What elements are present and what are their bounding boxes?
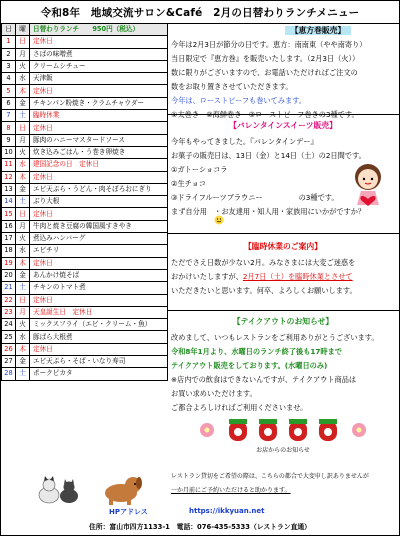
calendar-row bbox=[2, 269, 168, 281]
hp-label: HPアドレス bbox=[109, 508, 148, 516]
weekday-cell: 金 bbox=[16, 269, 30, 281]
calendar-row bbox=[2, 134, 168, 146]
calendar-row bbox=[2, 183, 168, 195]
weekday-cell: 金 bbox=[16, 183, 30, 195]
calendar-row bbox=[2, 196, 168, 208]
closure-line: ただでさえ日数が少ない2月。みなさまには大変ご迷惑を bbox=[171, 258, 356, 267]
menu-cell: 炊き込みごはん・う巻き卵焼き bbox=[30, 146, 168, 158]
day-cell: 3 bbox=[2, 60, 16, 72]
notices-column bbox=[167, 23, 399, 471]
lunch-calendar bbox=[1, 23, 168, 381]
takeout-caption: お店からのお知らせ bbox=[256, 447, 310, 454]
closure-line-pre: おかけいたしますが、 bbox=[171, 272, 243, 281]
menu-cell: ぶり大根 bbox=[30, 196, 168, 208]
weekday-cell: 土 bbox=[16, 196, 30, 208]
menu-cell: 臨時休業 bbox=[30, 110, 168, 122]
closure-line: いただきたいと思います。何卒、よろしくお願いします。 bbox=[171, 286, 357, 295]
closure-section bbox=[167, 234, 399, 311]
calendar-header bbox=[2, 24, 168, 36]
ehomaki-title-text: 【恵方巻販売】 bbox=[285, 26, 352, 35]
calendar-body bbox=[2, 36, 168, 380]
weekday-cell: 水 bbox=[16, 331, 30, 343]
header-day: 日 bbox=[2, 24, 16, 36]
header-weekday: 曜 bbox=[16, 24, 30, 36]
menu-cell: 豚肉のハニーマスタードソース bbox=[30, 134, 168, 146]
valentine-line: 今年もやってきました。『バレンタインデー』 bbox=[171, 137, 318, 146]
weekday-cell: 火 bbox=[16, 60, 30, 72]
day-cell: 25 bbox=[2, 331, 16, 343]
day-cell: 18 bbox=[2, 245, 16, 257]
day-cell: 28 bbox=[2, 368, 16, 380]
weekday-cell: 水 bbox=[16, 73, 30, 85]
notice-line: 一か月前にご予約いただけると助かります。 bbox=[171, 487, 291, 494]
calendar-row bbox=[2, 306, 168, 318]
valentine-line: お菓子の販売日は、13日（金）と14日（土）の2日間です。 bbox=[171, 151, 366, 160]
calendar-row bbox=[2, 245, 168, 257]
weekday-cell: 月 bbox=[16, 220, 30, 232]
weekday-cell: 木 bbox=[16, 171, 30, 183]
menu-cell: 定休日 bbox=[30, 208, 168, 220]
day-cell: 23 bbox=[2, 306, 16, 318]
day-cell: 1 bbox=[2, 36, 16, 48]
calendar-row bbox=[2, 208, 168, 220]
weekday-cell: 水 bbox=[16, 159, 30, 171]
ehomaki-title bbox=[167, 24, 399, 38]
weekday-cell: 日 bbox=[16, 294, 30, 306]
weekday-cell: 土 bbox=[16, 368, 30, 380]
valentine-title: 【バレンタインスイーツ販売】 bbox=[229, 121, 337, 130]
menu-cell: エビチリ bbox=[30, 245, 168, 257]
day-cell: 24 bbox=[2, 319, 16, 331]
valentine-line: ②生チョコ bbox=[171, 179, 206, 188]
day-cell: 8 bbox=[2, 122, 16, 134]
menu-cell: 煮込みハンバーグ bbox=[30, 233, 168, 245]
closure-highlight: 2月7日（土）を臨時休業とさせて bbox=[242, 272, 353, 281]
calendar-row bbox=[2, 146, 168, 158]
closure-line bbox=[167, 270, 399, 284]
weekday-cell: 土 bbox=[16, 110, 30, 122]
calendar-row bbox=[2, 36, 168, 48]
takeout-line: 令和8年1月より、水曜日のランチ終了後も17時まで bbox=[171, 347, 342, 356]
day-cell: 27 bbox=[2, 356, 16, 368]
girl-heart-icon bbox=[343, 159, 393, 209]
day-cell: 20 bbox=[2, 269, 16, 281]
weekday-cell: 木 bbox=[16, 257, 30, 269]
calendar-row bbox=[2, 110, 168, 122]
weekday-cell: 火 bbox=[16, 233, 30, 245]
closure-title: 【臨時休業のご案内】 bbox=[244, 242, 322, 251]
ehomaki-line: ①太巻き ②海鮮巻き ③ローストビーフ巻きの3種です。 bbox=[171, 110, 359, 119]
ehomaki-line: 数に限りがございますので、お電話いただければご注文の bbox=[171, 68, 358, 77]
footer-address: 住所：富山市四方1133-1 電話：076-435-5333（レストラン直通） bbox=[89, 523, 311, 531]
menu-cell: 天津飯 bbox=[30, 73, 168, 85]
weekday-cell: 日 bbox=[16, 208, 30, 220]
menu-cell: チキンのトマト煮 bbox=[30, 282, 168, 294]
menu-cell: 建国記念の日 定休日 bbox=[30, 159, 168, 171]
valentine-line: ①ガトーショコラ bbox=[171, 165, 228, 174]
page-title: 令和8年 地域交流サロン&Café 2月の日替わりランチメニュー bbox=[40, 6, 360, 19]
takeout-line: 改めまして、いつもレストランをご利用ありがとうございます。 bbox=[171, 333, 379, 342]
day-cell: 13 bbox=[2, 183, 16, 195]
weekday-cell: 木 bbox=[16, 85, 30, 97]
weekday-cell: 日 bbox=[16, 122, 30, 134]
hp-url-link[interactable]: https://ikkyuan.net bbox=[189, 507, 265, 515]
menu-cell: ミックスフライ（エビ・クリーム・魚） bbox=[30, 319, 168, 331]
calendar-row bbox=[2, 220, 168, 232]
calendar-row bbox=[2, 331, 168, 343]
menu-cell: 牛肉と焼き豆腐の韓国風すきやき bbox=[30, 220, 168, 232]
menu-cell: 天皇誕生日 定休日 bbox=[30, 306, 168, 318]
weekday-cell: 水 bbox=[16, 245, 30, 257]
weekday-cell: 土 bbox=[16, 282, 30, 294]
day-cell: 11 bbox=[2, 159, 16, 171]
ehomaki-line: 今年は、ローストビーフも巻いてみます。 bbox=[171, 96, 306, 105]
menu-cell: エビ天ぷら・うどん・肉そぼろおにぎり bbox=[30, 183, 168, 195]
weekday-cell: 金 bbox=[16, 356, 30, 368]
calendar-row bbox=[2, 356, 168, 368]
day-cell: 22 bbox=[2, 294, 16, 306]
day-cell: 7 bbox=[2, 110, 16, 122]
calendar-row bbox=[2, 73, 168, 85]
calendar-row bbox=[2, 368, 168, 380]
day-cell: 26 bbox=[2, 343, 16, 355]
ehomaki-line: 今年は2月3日が節分の日です。恵方：南南東（やや南寄り） bbox=[171, 40, 367, 49]
smile-icon bbox=[214, 215, 224, 225]
day-cell: 5 bbox=[2, 85, 16, 97]
calendar-row bbox=[2, 48, 168, 60]
day-cell: 17 bbox=[2, 233, 16, 245]
day-cell: 4 bbox=[2, 73, 16, 85]
weekday-cell: 火 bbox=[16, 146, 30, 158]
cats-dog-icon bbox=[29, 471, 149, 505]
menu-cell: 定休日 bbox=[30, 294, 168, 306]
menu-cell: さばの味噌煮 bbox=[30, 48, 168, 60]
valentine-line: ③ドライフルーツブラウニー の3種です。 bbox=[171, 193, 339, 202]
calendar-row bbox=[2, 122, 168, 134]
calendar-row bbox=[2, 282, 168, 294]
day-cell: 2 bbox=[2, 48, 16, 60]
calendar-row bbox=[2, 171, 168, 183]
day-cell: 15 bbox=[2, 208, 16, 220]
day-cell: 12 bbox=[2, 171, 16, 183]
takeout-line: ご都合よろしければご利用くださいませ。 bbox=[171, 403, 308, 412]
calendar-row bbox=[2, 257, 168, 269]
weekday-cell: 月 bbox=[16, 48, 30, 60]
valentine-section bbox=[167, 115, 399, 234]
menu-cell: 定休日 bbox=[30, 36, 168, 48]
day-cell: 16 bbox=[2, 220, 16, 232]
menu-cell: 定休日 bbox=[30, 122, 168, 134]
calendar-row bbox=[2, 319, 168, 331]
flower-daruma-icons bbox=[197, 417, 377, 443]
calendar-row bbox=[2, 85, 168, 97]
calendar-row bbox=[2, 97, 168, 109]
menu-cell: クリームシチュー bbox=[30, 60, 168, 72]
day-cell: 9 bbox=[2, 134, 16, 146]
menu-cell: エビ天ぷら・そば・いなり寿司 bbox=[30, 356, 168, 368]
takeout-line: テイクアウト販売をしております。(水曜日のみ) bbox=[171, 361, 328, 370]
day-cell: 21 bbox=[2, 282, 16, 294]
menu-cell: チキンパン粉焼き・クラムチャウダー bbox=[30, 97, 168, 109]
menu-cell: あんかけ焼そば bbox=[30, 269, 168, 281]
ehomaki-section bbox=[167, 24, 399, 119]
day-cell: 19 bbox=[2, 257, 16, 269]
menu-cell: 定休日 bbox=[30, 171, 168, 183]
ehomaki-line: 数をお取り置きさせていただきます。 bbox=[171, 82, 293, 91]
day-cell: 14 bbox=[2, 196, 16, 208]
calendar-row bbox=[2, 294, 168, 306]
weekday-cell: 火 bbox=[16, 319, 30, 331]
weekday-cell: 金 bbox=[16, 97, 30, 109]
weekday-cell: 月 bbox=[16, 306, 30, 318]
day-cell: 6 bbox=[2, 97, 16, 109]
menu-cell: 豚ばら大根煮 bbox=[30, 331, 168, 343]
calendar-row bbox=[2, 233, 168, 245]
takeout-section bbox=[167, 311, 399, 472]
day-cell: 10 bbox=[2, 146, 16, 158]
calendar-row bbox=[2, 343, 168, 355]
takeout-line: ※店内での飲食はできないんですが、テイクアウト商品は bbox=[171, 375, 357, 384]
weekday-cell: 月 bbox=[16, 134, 30, 146]
takeout-line: お買い求めいただけます。 bbox=[171, 389, 257, 398]
notice-line: レストラン貸切をご希望の際は、こちらの都合で大変申し訳ありませんが bbox=[171, 473, 369, 480]
menu-cell: 定休日 bbox=[30, 85, 168, 97]
calendar-row bbox=[2, 159, 168, 171]
menu-cell: 定休日 bbox=[30, 343, 168, 355]
takeout-title: 【テイクアウトのお知らせ】 bbox=[232, 317, 334, 326]
weekday-cell: 木 bbox=[16, 343, 30, 355]
menu-cell: ポークピカタ bbox=[30, 368, 168, 380]
header-menu: 日替わりランチ 950円（税込） bbox=[30, 24, 168, 36]
weekday-cell: 日 bbox=[16, 36, 30, 48]
ehomaki-line: 当日限定で『恵方巻』を販売いたします。（2月3日（火）） bbox=[171, 54, 360, 63]
valentine-line: まず自分用 ・お友達用・知人用・家族用にいかがですか？ bbox=[171, 207, 366, 216]
menu-cell: 定休日 bbox=[30, 257, 168, 269]
calendar-row bbox=[2, 60, 168, 72]
